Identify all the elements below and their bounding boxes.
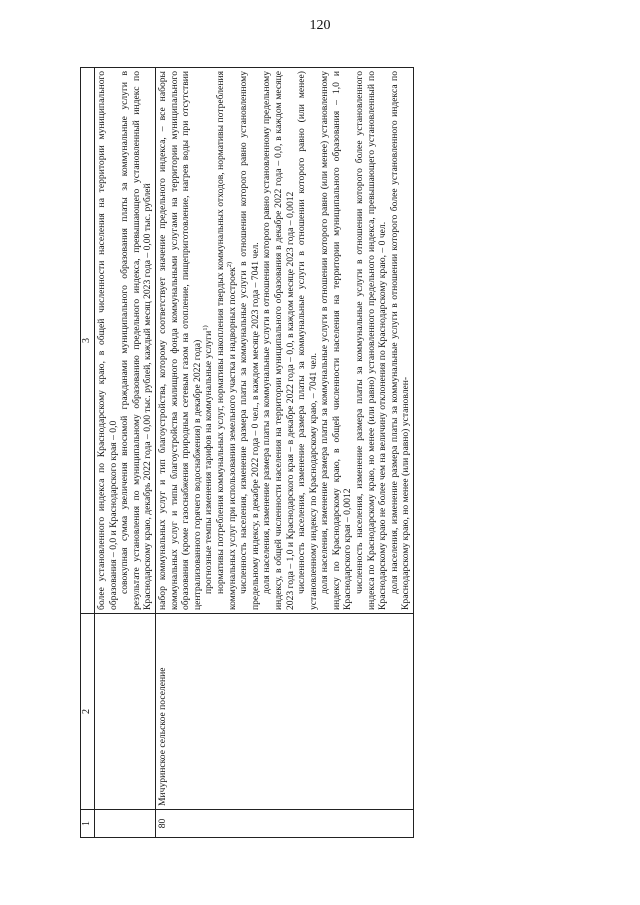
row-paragraph-6: численность населения, изменение размера платы за коммунальные услуги в отношении которого равно (или менее) установленному индексу по Краснодарскому краю, – 7041 чел.: [296, 71, 319, 610]
table-container: [80, 68, 612, 838]
row-paragraph-7: доля населения, изменение размера платы за коммунальные услуги в отношении которого равно (или менее) установленному индексу по Краснодарскому краю, в общей численности населения на территории муниципального образования – 1,0 и Краснодарского края – 0,0012: [319, 71, 354, 610]
table-row-80: [155, 68, 413, 838]
row-paragraph-1: набор коммунальных услуг и тип благоустройства, которому соответствует значение предельного индекса, – все наборы коммунальных услуг и типы благоустройства жилищного фонда коммунальными услугами на территории муниципального образования (кроме газоснабжения природным сетевым газом на отопление, пищеприготовление, нагрев воды при отсутствии централизованного горячего водоснабжения) в декабре 2022 года): [156, 71, 203, 610]
header-cell-2: 2: [81, 614, 95, 810]
continuation-paragraph-1: более установленного индекса по Краснодарскому краю, в общей численности населения на территории муниципального образования – 0,0 и Краснодарского края – 0,0: [96, 71, 119, 610]
rotated-sheet: [80, 68, 612, 838]
row-paragraph-4: численность населения, изменение размера платы за коммунальные услуги в отношении которого равно установленному предельному индексу, в декабре 2022 года – 0 чел., в каждом месяце 2023 года – 7041 чел.: [238, 71, 261, 610]
row-paragraph-5: доля населения, изменение размера платы за коммунальные услуги в отношении которого равно установленному предельному индексу, в общей численности населения на территории муниципального образования в декабре 2022 года – 0,0, в каждом месяце 2023 года – 1,0 и Краснодарского края – в декабре 2022 года – 0,0, в каждом месяце 2023 года – 0,0012: [261, 71, 296, 610]
footnote-marker-1: 1): [202, 325, 210, 331]
row-paragraph-3: [215, 71, 238, 610]
header-cell-3: 3: [81, 68, 95, 614]
row-number: 80: [155, 810, 413, 838]
continuation-name-cell: [95, 614, 156, 810]
row-text-cell: [155, 68, 413, 614]
table-header-row: [81, 68, 95, 838]
footnote-marker-2: 2): [225, 261, 233, 268]
header-cell-1: 1: [81, 810, 95, 838]
continuation-number-cell: [95, 810, 156, 838]
row-paragraph-3-text: нормативы потребления коммунальных услуг, нормативы накопления твердых коммунальных отходов, нормативы потребления коммунальных услуг при использовании земельного участка и надворных построек: [214, 71, 238, 610]
page-number: 120: [309, 18, 331, 33]
continuation-paragraph-2: совокупная сумма увеличения вносимой гражданами муниципального образования платы за коммунальные услуги в результате установления по муниципальному образованию предельного индекса, превышающего установленный индекс по Краснодарскому краю, декабрь 2022 года – 0,00 тыс. рублей, каждый месяц 2023 года – 0,00 тыс. рублей: [119, 71, 154, 610]
row-paragraph-9: доля населения, изменение размера платы за коммунальные услуги в отношении которого более установленного индекса по Краснодарскому краю, но менее (или равно) установлен-: [388, 71, 412, 610]
data-table: [80, 67, 414, 838]
table-row-continuation: [95, 68, 156, 838]
row-paragraph-8: численность населения, изменение размера платы за коммунальные услуги в отношении которого более установленного индекса по Краснодарскому краю, но менее (или равно) установленного предельного индекса, превышающего установленный по Краснодарскому краю не более чем на величину отклонения по Краснодарскому краю, – 0 чел.: [354, 71, 389, 610]
row-paragraph-2-text: прогнозные темпы изменения тарифов на коммунальные услуги: [203, 330, 215, 594]
continuation-text-cell: [95, 68, 156, 614]
row-paragraph-2: [203, 71, 215, 610]
settlement-name: Мичуринское сельское поселение: [155, 614, 413, 810]
